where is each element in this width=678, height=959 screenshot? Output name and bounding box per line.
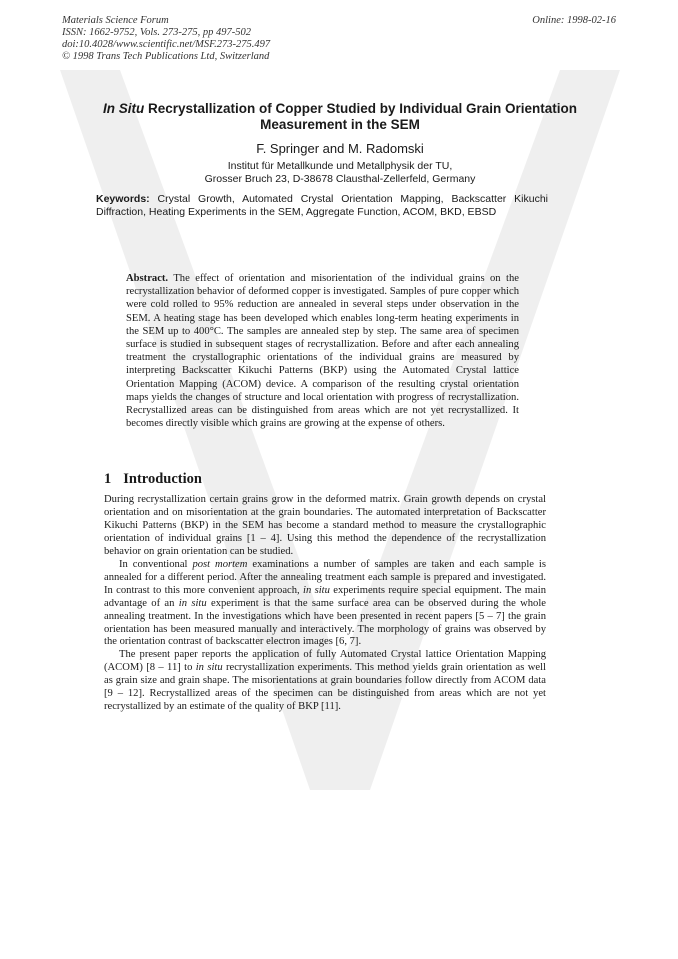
paragraph-3-text: The present paper reports the application of fully Automated Crystal lattice Orientation Mapping (ACOM) [8 – 11] to [104,649,546,674]
issn-line: ISSN: 1662-9752, Vols. 273-275, pp 497-502 [62,27,251,38]
paragraph-3-italic: in situ [195,662,223,674]
paragraph-3-text: recrystallization experiments. This method yields grain orientation as well as grain size and grain shape. The misorientations at grain boundaries follow directly from ACOM data [9 – 12]. Recrystallized areas of the specimen can be distinguished from areas which are not yet recrystallized by an estimate of the quality of BKP [11]. [104,662,546,713]
abstract-text: The effect of orientation and misorientation of the individual grains on the recrystallization behavior of deformed copper is investigated. Samples of pure copper which were cold rolled to 95% reduction are annealed in several steps under observation in the SEM. A heating stage has been developed which enables long-term heating experiments in the SEM up to 400°C. The samples are annealed step by step. The same area of specimen surface is studied in subsequent stages of recrystallization. Before and after each annealing treatment the crystallographic orientations of the individual grains are measured by interpreting Backscatter Kikuchi Patterns (BKP) using the Automated Crystal lattice Orientation Mapping (ACOM) device. A comparison of the resulting crystal orientation maps yields the changes of structure and local orientation with progress of recrystallization. Recrystallized areas can be distinguished from areas which are not yet recrystallized. It becomes directly visible which grains are growing at the expense of others. [126,273,519,430]
title-rest: Recrystallization of Copper Studied by Individual Grain Orientation Measurement in the SEM [144,101,578,132]
publication-info [62,15,270,63]
journal-name: Materials Science Forum [62,15,169,26]
keywords-text: Crystal Growth, Automated Crystal Orientation Mapping, Backscatter Kikuchi Diffraction, Heating Experiments in the SEM, Aggregate Function, ACOM, BKD, EBSD [96,193,548,218]
online-date: Online: 1998-02-16 [532,15,616,26]
section-heading [104,471,202,487]
authors: F. Springer and M. Radomski [256,141,424,156]
abstract [126,272,519,430]
paragraph-2-text: In conventional [119,558,193,570]
section-title: Introduction [123,471,202,487]
paragraph-2-text: experiment is that the same surface area can be observed during the whole annealing treatment. In the investigations which have been presented in recent papers [5 – 7] the grain orientation has been measured manually and interactively. The morphology of grains was observed by the orientation contrast of backscatter electron images [6, 7]. [104,597,546,648]
section-number: 1 [104,471,112,487]
paragraph-2-italic: in situ [303,584,330,596]
paragraph-2-italic: in situ [178,597,207,609]
paragraph-3 [104,649,546,714]
affiliation-line-2: Grosser Bruch 23, D-38678 Clausthal-Zellerfeld, Germany [204,173,476,185]
paper-title [90,101,590,133]
paragraph-2-italic: post mortem [192,558,248,570]
paragraph-1: During recrystallization certain grains grow in the deformed matrix. Grain growth depends on crystal orientation and on misorientation at the grain boundaries. The automated interpretation of Backscatter Kikuchi Patterns (BKP) in the SEM has become a standard method to measure the crystallographic orientation of individual grains [1 – 4]. Using this method the dependence of the recrystallization behavior on grain orientation can be studied. [104,494,546,557]
paragraph-2-text: examinations a number of samples are taken and each sample is annealed for a different period. After the annealing treatment each sample is prepared and investigated. In contrast to this more convenient approach, [104,558,546,596]
doi-line[interactable]: doi:10.4028/www.scientific.net/MSF.273-275.497 [62,39,271,50]
paragraph-2 [104,559,546,650]
abstract-label: Abstract. [126,273,169,284]
keywords-label: Keywords: [96,193,150,205]
keywords [96,193,548,219]
affiliation [90,160,590,186]
title-lead: In Situ [102,101,145,116]
copyright-line: © 1998 Trans Tech Publications Ltd, Switzerland [62,51,270,62]
affiliation-line-1: Institut für Metallkunde und Metallphysik der TU, [227,160,453,172]
paragraph-2-text: experiments require special equipment. The main advantage of an [104,584,546,609]
section-body [104,494,546,714]
